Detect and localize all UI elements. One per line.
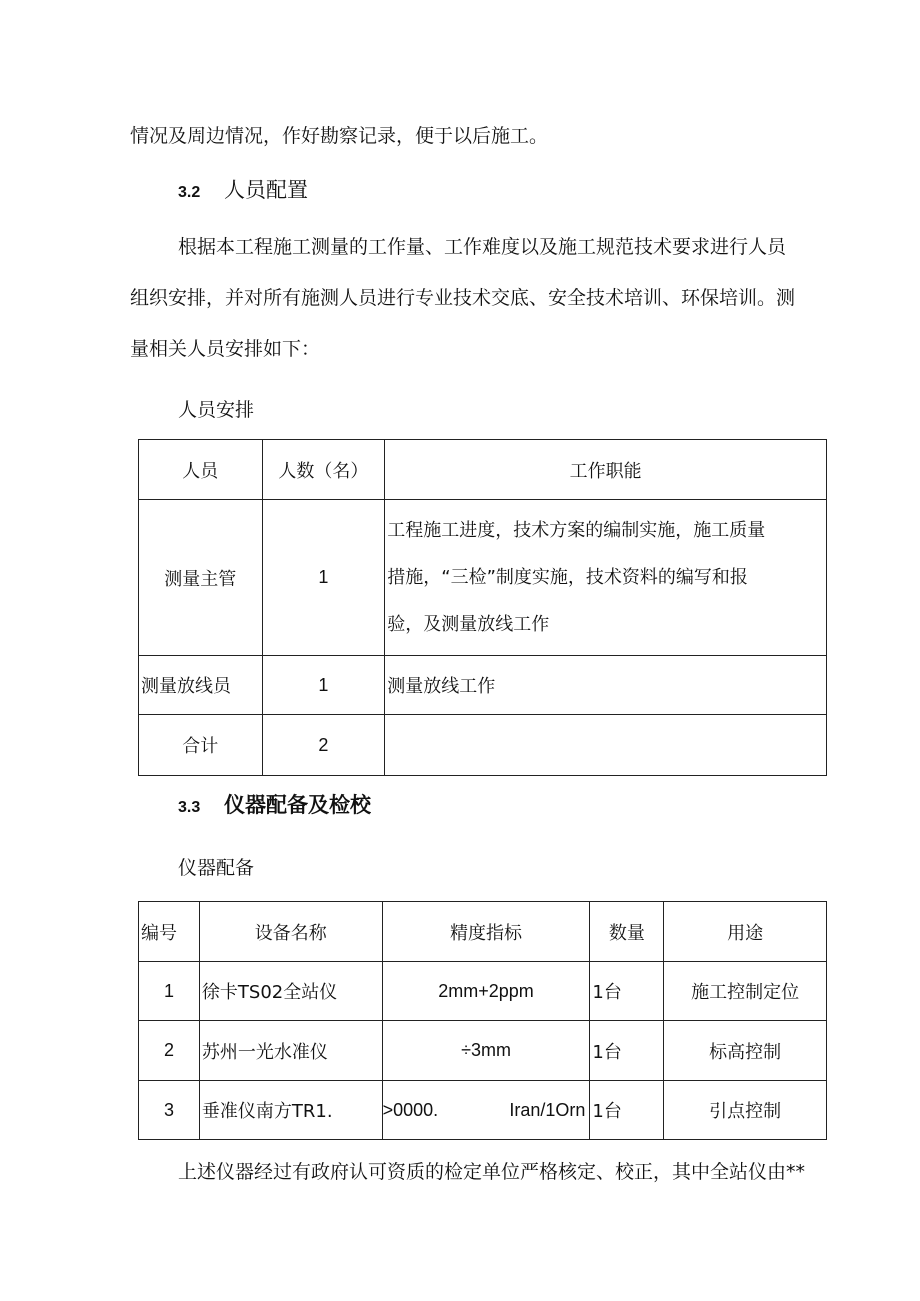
section-heading-3-2 — [178, 176, 308, 207]
duties-line: 工程施工进度，技术方案的编制实施，施工质量 — [387, 520, 766, 541]
quantity-cell: 1台 — [590, 1081, 664, 1140]
intro-paragraph-tail: 情况及周边情况，作好勘察记录，便于以后施工。 — [130, 125, 549, 147]
table-header-cell: 人数（名） — [262, 440, 385, 500]
duties-line: 措施，“三检”制度实施，技术资料的编写和报 — [387, 567, 748, 588]
section-title: 仪器配备及检校 — [224, 793, 371, 817]
table-header-cell: 数量 — [590, 902, 664, 962]
table-header-row — [139, 902, 827, 962]
table-row — [139, 656, 827, 715]
usage-cell: 引点控制 — [664, 1081, 827, 1140]
paragraph-line: 量相关人员安排如下： — [130, 338, 321, 360]
table-header-cell: 编号 — [139, 902, 200, 962]
accuracy-cell — [382, 1081, 590, 1140]
usage-cell: 标高控制 — [664, 1021, 827, 1081]
section-heading-3-3 — [178, 791, 371, 822]
role-cell: 测量放线员 — [139, 656, 263, 715]
device-name-cell: 垂准仪南方TR1. — [199, 1081, 382, 1140]
table-caption: 人员安排 — [178, 399, 255, 421]
accuracy-split — [383, 1100, 590, 1121]
accuracy-part-a: >0000. — [382, 1099, 439, 1120]
number-cell: 1 — [139, 962, 200, 1021]
table-header-row — [139, 440, 827, 500]
table-header-cell: 工作职能 — [385, 440, 827, 500]
section-number: 3.3 — [178, 799, 201, 816]
quantity-cell: 1台 — [590, 962, 664, 1021]
number-cell: 2 — [139, 1021, 200, 1081]
accuracy-part-b: Iran/1Orn — [509, 1099, 586, 1120]
duties-cell — [385, 500, 827, 656]
count-cell: 1 — [262, 656, 385, 715]
duties-line: 验，及测量放线工作 — [387, 614, 550, 635]
duties-cell: 测量放线工作 — [385, 656, 827, 715]
table-caption: 仪器配备 — [178, 857, 255, 879]
table-header-cell: 人员 — [139, 440, 263, 500]
accuracy-cell: ÷3mm — [382, 1021, 590, 1081]
quantity-cell: 1台 — [590, 1021, 664, 1081]
instrument-table — [138, 901, 827, 1140]
table-row — [139, 1021, 827, 1081]
table-row — [139, 500, 827, 656]
table-header-cell: 设备名称 — [199, 902, 382, 962]
duties-cell — [385, 715, 827, 776]
section-title: 人员配置 — [224, 178, 308, 202]
paragraph-line: 根据本工程施工测量的工作量、工作难度以及施工规范技术要求进行人员 — [178, 236, 787, 258]
paragraph-line: 组织安排，并对所有施测人员进行专业技术交底、安全技术培训、环保培训。测 — [130, 287, 796, 309]
count-cell: 2 — [262, 715, 385, 776]
table-row — [139, 1081, 827, 1140]
number-cell: 3 — [139, 1081, 200, 1140]
device-name-cell: 苏州一光水准仪 — [199, 1021, 382, 1081]
section-number: 3.2 — [178, 184, 201, 201]
device-name-cell: 徐卡TS02全站仪 — [199, 962, 382, 1021]
personnel-table — [138, 439, 827, 776]
usage-cell: 施工控制定位 — [664, 962, 827, 1021]
count-cell: 1 — [262, 500, 385, 656]
table-header-cell: 用途 — [664, 902, 827, 962]
accuracy-cell: 2mm+2ppm — [382, 962, 590, 1021]
table-row — [139, 715, 827, 776]
role-cell: 合计 — [139, 715, 263, 776]
table-row — [139, 962, 827, 1021]
role-cell: 测量主管 — [139, 500, 263, 656]
table-header-cell: 精度指标 — [382, 902, 590, 962]
paragraph-line: 上述仪器经过有政府认可资质的检定单位严格核定、校正，其中全站仪由** — [178, 1161, 806, 1183]
